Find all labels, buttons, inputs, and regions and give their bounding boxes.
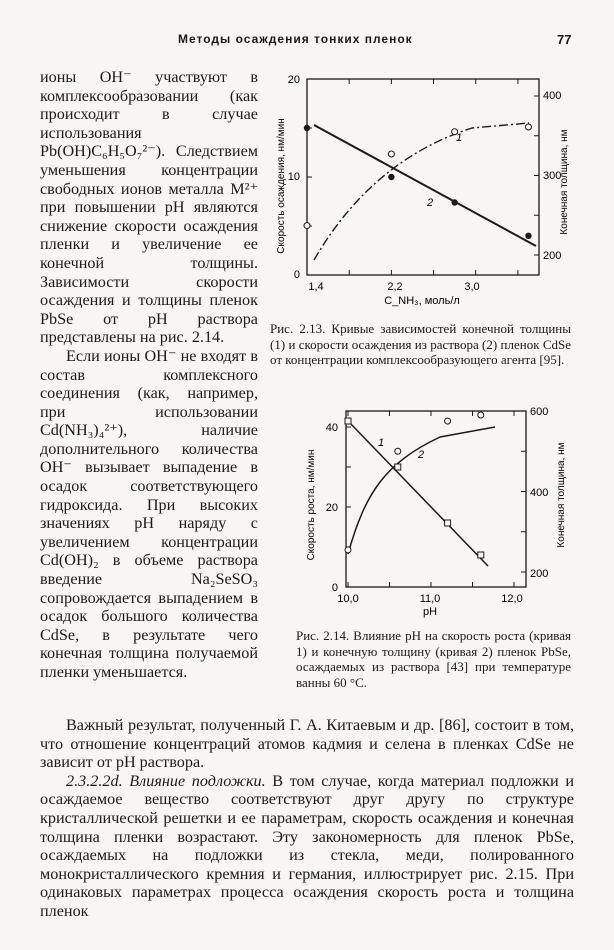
fig214-ytick-right: 600 xyxy=(530,406,549,418)
fig214-point-square xyxy=(478,552,484,558)
left-column xyxy=(40,68,258,682)
fig214-point-square xyxy=(395,464,401,470)
page-number: 77 xyxy=(557,32,572,47)
fig214-xtick: 10,0 xyxy=(337,593,359,605)
fig214-frame xyxy=(346,411,526,587)
fig213-xlabel: C_NH₃, моль/л xyxy=(384,295,460,307)
fig214-point-square xyxy=(445,520,451,526)
fig214-curve-label-2: 2 xyxy=(418,449,425,461)
section-body: В том случае, когда материал подложки и осаждаемое вещество соответствуют друг другу по структуре кристаллической решетки и ее параметрам, скорость осаждения и конечная толщина пленки возрастают. Эту закономерность для пленок PbSe, осаждаемых на подложки из стекла, меди, полированного монокристаллического кремния и германия, иллюстрирует рис. 2.15. При одинаковых параметрах процесса осаждения скорость роста и толщина пленок xyxy=(40,771,574,920)
paragraph-3: Важный результат, полученный Г. А. Китаевым и др. [86], состоит в том, что отношение концентраций атомов кадмия и селена в пленках CdSe не зависит от pH раствора. xyxy=(40,716,574,772)
fig213-xtick: 2,2 xyxy=(387,281,403,293)
fig213-ylabel-left: Скорость осаждения, нм/мин xyxy=(276,118,287,254)
fig213-ylabel-right: Конечная толщина, нм xyxy=(559,129,570,235)
fig213-ytick-left: 0 xyxy=(293,269,300,281)
fig213-ytick-right: 200 xyxy=(543,250,562,262)
figure-2-14-caption: Рис. 2.14. Влияние pH на скорость роста (кривая 1) и конечную толщину (кривая 2) пленок PbSe, осаждаемых из раствора [43] при температуре ванны 60 °C. xyxy=(296,628,571,690)
fig213-curve-label-1: 1 xyxy=(456,132,463,144)
fig213-ytick-right: 400 xyxy=(543,90,562,102)
fig214-xtick: 11,0 xyxy=(419,593,441,605)
figure-2-13-caption: Рис. 2.13. Кривые зависимостей конечной толщины (1) и скорости осаждения из раствора (2) пленок CdSe от концентрации комплексообразующего агента [95]. xyxy=(270,321,571,367)
fig213-frame xyxy=(307,79,539,275)
fig213-point-open xyxy=(304,223,310,229)
section-title: Влияние подложки. xyxy=(129,771,266,790)
fig213-point-filled xyxy=(451,199,457,205)
fig213-ytick-left: 10 xyxy=(287,171,300,183)
section-number: 2.3.2.2d. xyxy=(66,771,123,790)
fig213-curve-label-2: 2 xyxy=(427,197,434,209)
fig214-xtick: 12,0 xyxy=(501,593,523,605)
fig213-ytick-left: 20 xyxy=(287,74,300,86)
fig213-point-open xyxy=(388,151,394,157)
fig213-xtick: 3,0 xyxy=(464,281,480,293)
fig214-ytick-left: 40 xyxy=(325,422,338,434)
paragraph-4 xyxy=(40,772,574,921)
fig213-point-filled xyxy=(304,125,310,131)
fig213-xtick: 1,4 xyxy=(308,281,324,293)
paragraph-1: ионы OH⁻ участвуют в комплексообразовании (как происходит в случае использования Pb(OH)C₆H₅O₇²⁻). Следствием уменьшения концентрации свободных ионов металла M²⁺ при повышении pH являются снижение скорости осаждения пленки и увеличение ее конечной толщины. Зависимости скорости осаждения и толщины пленок PbSe от pH раствора представлены на рис. 2.14. xyxy=(40,68,258,347)
fig214-ylabel-right: Конечная толщина, нм xyxy=(556,442,567,548)
fig214-ylabel-left: Скорость роста, нм/мин xyxy=(306,449,317,561)
fig214-point-circle xyxy=(345,547,351,553)
fig213-point-filled xyxy=(388,174,394,180)
figure-2-14 xyxy=(290,403,580,625)
full-width-text xyxy=(40,716,574,921)
running-title: Методы осаждения тонких пленок xyxy=(178,32,413,46)
fig213-point-filled xyxy=(525,233,531,239)
paragraph-2: Если ионы OH⁻ не входят в состав комплексного соединения (как, например, при использовании Cd(NH₃)₄²⁺), наличие дополнительного количества OH⁻ вызывает выпадение в осадок соответствующего гидроксида. При высоких значениях pH наряду с увеличением концентрации Cd(OH)₂ в объеме раствора введение Na₂SeSO₃ сопровождается выпадением в осадок большого количества CdSe, в результате чего конечная толщина получаемой пленки уменьшается. xyxy=(40,346,258,681)
fig214-curve-1 xyxy=(348,421,488,566)
fig214-point-square xyxy=(345,418,351,424)
fig214-ytick-right: 200 xyxy=(530,568,549,580)
fig214-point-circle xyxy=(395,448,401,454)
fig214-point-circle xyxy=(478,412,484,418)
fig214-xlabel: pH xyxy=(422,606,438,618)
fig214-ytick-right: 400 xyxy=(530,487,549,499)
fig213-point-open xyxy=(525,124,531,130)
fig214-curve-2 xyxy=(348,427,495,554)
fig214-ytick-left: 0 xyxy=(331,582,338,594)
fig214-curve-label-1: 1 xyxy=(378,437,385,449)
fig213-curve-2 xyxy=(314,125,536,246)
figure-2-13 xyxy=(262,68,582,314)
fig214-ytick-left: 20 xyxy=(325,502,338,514)
fig213-ytick-right: 300 xyxy=(543,170,562,182)
fig214-point-circle xyxy=(445,418,451,424)
